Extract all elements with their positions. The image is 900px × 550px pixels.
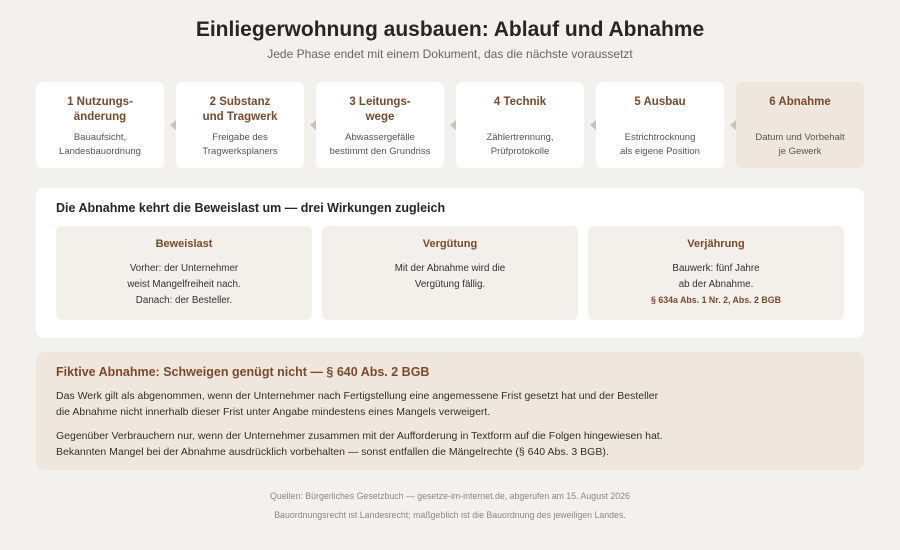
effect-card-beweislast [56, 226, 312, 320]
effect-text: Mit der Abnahme wird die Vergütung fällig. [394, 263, 506, 290]
step-description: Zählertrennung, Prüfprotokolle [486, 132, 554, 157]
footer-sources: Quellen: Bürgerliches Gesetzbuch — gesetze-im-internet.de, abgerufen am 15. August 2026 [270, 491, 630, 501]
fiktiv-paragraph-1: Das Werk gilt als abgenommen, wenn der Unternehmer nach Fertigstellung eine angemessene Frist gesetzt hat und der Besteller die Abnahme nicht innerhalb dieser Frist unter Angabe mindestens eines Mangels verweigert. [56, 390, 659, 418]
effect-legal-reference: § 634a Abs. 1 Nr. 2, Abs. 2 BGB [651, 295, 781, 305]
step-5-ausbau [596, 82, 724, 168]
effect-title: Vergütung [422, 238, 478, 250]
process-steps [36, 82, 864, 168]
step-title: 6 Abnahme [769, 96, 831, 108]
fiktiv-heading: Fiktive Abnahme: Schweigen genügt nicht — § 640 Abs. 2 BGB [56, 365, 430, 379]
step-title: 5 Ausbau [634, 96, 686, 108]
fiktiv-paragraph-2: Gegenüber Verbrauchern nur, wenn der Unternehmer zusammen mit der Aufforderung in Textform auf die Folgen hingewiesen hat. Bekannten Mangel bei der Abnahme ausdrücklich vorbehalten — sonst entfallen die Mängelrechte (§ 640 Abs. 3 BGB). [56, 430, 663, 458]
effect-text: Vorher: der Unternehmer weist Mangelfreiheit nach. Danach: der Besteller. [127, 263, 241, 306]
step-description: Freigabe des Tragwerksplaners [202, 132, 278, 157]
page-subtitle: Jede Phase endet mit einem Dokument, das die nächste voraussetzt [267, 47, 633, 61]
step-3-leitungswege [316, 82, 444, 168]
step-4-technik [456, 82, 584, 168]
effect-title: Beweislast [155, 238, 213, 250]
effect-card-verguetung [322, 226, 578, 320]
fiktive-abnahme-box [36, 352, 864, 470]
effects-panel [36, 188, 864, 338]
step-description: Abwassergefälle bestimmt den Grundriss [329, 132, 431, 157]
effect-text: Bauwerk: fünf Jahre ab der Abnahme. [672, 263, 760, 290]
footer-note: Bauordnungsrecht ist Landesrecht; maßgeblich ist die Bauordnung des jeweiligen Landes. [274, 510, 626, 520]
step-description: Datum und Vorbehalt je Gewerk [755, 132, 845, 157]
step-6-abnahme [736, 82, 864, 168]
effect-title: Verjährung [687, 238, 745, 250]
page-title: Einliegerwohnung ausbauen: Ablauf und Abnahme [195, 18, 705, 41]
step-description: Estrichtrocknung als eigene Position [620, 132, 700, 157]
effects-heading: Die Abnahme kehrt die Beweislast um — drei Wirkungen zugleich [56, 201, 446, 215]
step-1-nutzungsaenderung [36, 82, 164, 168]
step-title: 2 Substanz und Tragwerk [202, 96, 278, 123]
step-description: Bauaufsicht, Landesbauordnung [59, 132, 141, 157]
effect-card-verjaehrung [588, 226, 844, 320]
step-2-substanz-tragwerk [176, 82, 304, 168]
step-title: 4 Technik [493, 96, 547, 108]
step-title: 3 Leitungs- wege [349, 96, 411, 123]
step-title: 1 Nutzungs- änderung [67, 96, 133, 123]
